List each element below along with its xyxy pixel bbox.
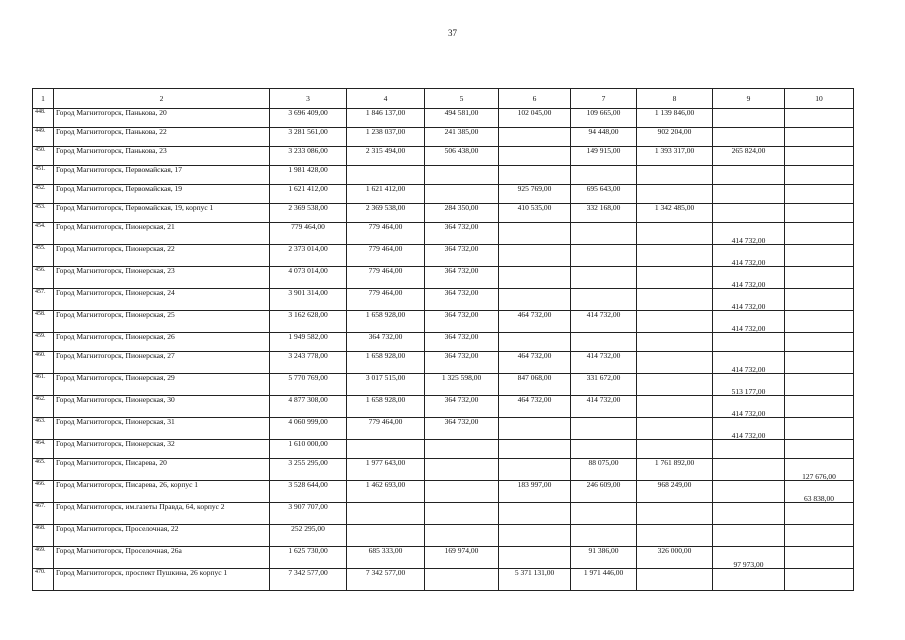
amount-cell-col8: 1 393 317,00 [637, 147, 713, 166]
table-row [33, 503, 854, 525]
amount-cell-col4: 1 658 928,00 [347, 311, 425, 333]
address-cell: Город Магнитогорск, Писарева, 20 [54, 459, 270, 481]
amount-cell-col3: 2 373 014,00 [270, 245, 347, 267]
column-header-2: 2 [54, 89, 270, 109]
amount-cell-col9: 414 732,00 [713, 396, 785, 418]
amount-cell-col4: 1 621 412,00 [347, 185, 425, 204]
table-row [33, 569, 854, 591]
amount-cell-col3: 1 949 582,00 [270, 333, 347, 352]
amount-cell-col6: 5 371 131,00 [499, 569, 571, 591]
amount-cell-col10 [785, 440, 854, 459]
amount-cell-col5 [425, 481, 499, 503]
address-cell: Город Магнитогорск, Панькова, 22 [54, 128, 270, 147]
row-number: 465. [33, 459, 54, 481]
amount-cell-col6: 847 068,00 [499, 374, 571, 396]
amount-cell-col7: 414 732,00 [571, 352, 637, 374]
amount-cell-col4: 779 464,00 [347, 267, 425, 289]
amount-cell-col9 [713, 459, 785, 481]
row-number: 457. [33, 289, 54, 311]
amount-cell-col9 [713, 481, 785, 503]
address-cell: Город Магнитогорск, Пионерская, 22 [54, 245, 270, 267]
amount-cell-col5: 364 732,00 [425, 418, 499, 440]
row-number: 453. [33, 204, 54, 223]
amount-cell-col7 [571, 440, 637, 459]
amount-cell-col7: 414 732,00 [571, 396, 637, 418]
amount-cell-col6 [499, 503, 571, 525]
table-row [33, 459, 854, 481]
amount-cell-col4: 685 333,00 [347, 547, 425, 569]
amount-cell-col3: 1 625 730,00 [270, 547, 347, 569]
amount-cell-col7 [571, 289, 637, 311]
table-row [33, 333, 854, 352]
amount-cell-col6 [499, 418, 571, 440]
address-cell: Город Магнитогорск, Пионерская, 26 [54, 333, 270, 352]
amount-cell-col8: 968 249,00 [637, 481, 713, 503]
amount-cell-col5 [425, 440, 499, 459]
amount-cell-col5: 169 974,00 [425, 547, 499, 569]
amount-cell-col4: 2 369 538,00 [347, 204, 425, 223]
amount-cell-col7: 695 643,00 [571, 185, 637, 204]
amount-cell-col9: 414 732,00 [713, 245, 785, 267]
amount-cell-col10 [785, 352, 854, 374]
row-number: 469. [33, 547, 54, 569]
amount-cell-col4: 7 342 577,00 [347, 569, 425, 591]
amount-cell-col7 [571, 267, 637, 289]
amount-cell-col10 [785, 267, 854, 289]
row-number: 467. [33, 503, 54, 525]
address-cell: Город Магнитогорск, Пионерская, 23 [54, 267, 270, 289]
amount-cell-col10 [785, 418, 854, 440]
amount-cell-col8 [637, 289, 713, 311]
amount-cell-col4 [347, 440, 425, 459]
address-cell: Город Магнитогорск, Писарева, 26, корпус 1 [54, 481, 270, 503]
address-cell: Город Магнитогорск, Проселочная, 26а [54, 547, 270, 569]
amount-cell-col10 [785, 503, 854, 525]
amount-cell-col8: 902 204,00 [637, 128, 713, 147]
amount-cell-col5: 494 581,00 [425, 109, 499, 128]
amount-cell-col9: 265 824,00 [713, 147, 785, 166]
amount-cell-col5: 364 732,00 [425, 396, 499, 418]
amount-cell-col3: 1 610 000,00 [270, 440, 347, 459]
amount-cell-col6 [499, 333, 571, 352]
row-number: 449. [33, 128, 54, 147]
amount-cell-col9: 414 732,00 [713, 223, 785, 245]
address-cell: Город Магнитогорск, Пионерская, 27 [54, 352, 270, 374]
amount-cell-col5: 364 732,00 [425, 289, 499, 311]
amount-cell-col7 [571, 333, 637, 352]
amount-cell-col7 [571, 245, 637, 267]
amount-cell-col3: 5 770 769,00 [270, 374, 347, 396]
page-number: 37 [448, 28, 457, 38]
row-number: 470. [33, 569, 54, 591]
row-number: 458. [33, 311, 54, 333]
amount-cell-col4: 364 732,00 [347, 333, 425, 352]
table-row [33, 185, 854, 204]
amount-cell-col8: 1 139 846,00 [637, 109, 713, 128]
amount-cell-col5: 364 732,00 [425, 267, 499, 289]
amount-cell-col4: 1 658 928,00 [347, 396, 425, 418]
amount-cell-col10 [785, 569, 854, 591]
amount-cell-col4: 779 464,00 [347, 289, 425, 311]
amount-cell-col10: 127 676,00 [785, 459, 854, 481]
amount-cell-col8: 326 000,00 [637, 547, 713, 569]
amount-cell-col8 [637, 352, 713, 374]
amount-cell-col6 [499, 289, 571, 311]
amount-cell-col8 [637, 525, 713, 547]
column-header-9: 9 [713, 89, 785, 109]
address-cell: Город Магнитогорск, Панькова, 20 [54, 109, 270, 128]
amount-cell-col6 [499, 128, 571, 147]
amount-cell-col5 [425, 185, 499, 204]
amount-cell-col6: 925 769,00 [499, 185, 571, 204]
address-cell: Город Магнитогорск, Пионерская, 24 [54, 289, 270, 311]
amount-cell-col3: 3 528 644,00 [270, 481, 347, 503]
column-header-8: 8 [637, 89, 713, 109]
amount-cell-col9 [713, 569, 785, 591]
amount-cell-col10 [785, 128, 854, 147]
amount-cell-col3: 3 255 295,00 [270, 459, 347, 481]
amount-cell-col6: 183 997,00 [499, 481, 571, 503]
amount-cell-col7: 332 168,00 [571, 204, 637, 223]
amount-cell-col5: 284 350,00 [425, 204, 499, 223]
amount-cell-col5: 1 325 598,00 [425, 374, 499, 396]
table-row [33, 166, 854, 185]
amount-cell-col4 [347, 503, 425, 525]
amount-cell-col8 [637, 503, 713, 525]
row-number: 468. [33, 525, 54, 547]
amount-cell-col5 [425, 503, 499, 525]
amount-cell-col7: 149 915,00 [571, 147, 637, 166]
table-row [33, 481, 854, 503]
amount-cell-col9: 414 732,00 [713, 418, 785, 440]
amount-cell-col3: 3 696 409,00 [270, 109, 347, 128]
address-cell: Город Магнитогорск, Пионерская, 30 [54, 396, 270, 418]
amount-cell-col3: 1 621 412,00 [270, 185, 347, 204]
column-header-1: 1 [33, 89, 54, 109]
amount-cell-col8 [637, 333, 713, 352]
table-row [33, 440, 854, 459]
amount-cell-col10 [785, 245, 854, 267]
amount-cell-col8 [637, 267, 713, 289]
amount-cell-col4 [347, 525, 425, 547]
table-row [33, 547, 854, 569]
amount-cell-col9 [713, 333, 785, 352]
amount-cell-col6 [499, 459, 571, 481]
amount-cell-col10 [785, 396, 854, 418]
amount-cell-col8 [637, 374, 713, 396]
column-header-5: 5 [425, 89, 499, 109]
amount-cell-col9 [713, 185, 785, 204]
amount-cell-col6 [499, 440, 571, 459]
amount-cell-col10 [785, 185, 854, 204]
amount-cell-col3: 3 281 561,00 [270, 128, 347, 147]
amount-cell-col9: 414 732,00 [713, 267, 785, 289]
table-row [33, 147, 854, 166]
amount-cell-col10 [785, 289, 854, 311]
amount-cell-col9 [713, 128, 785, 147]
amount-cell-col9: 97 973,00 [713, 547, 785, 569]
amount-cell-col8 [637, 396, 713, 418]
amount-cell-col9: 414 732,00 [713, 311, 785, 333]
row-number: 463. [33, 418, 54, 440]
table-row [33, 267, 854, 289]
amount-cell-col4: 3 017 515,00 [347, 374, 425, 396]
amount-cell-col6 [499, 147, 571, 166]
column-header-10: 10 [785, 89, 854, 109]
amount-cell-col9 [713, 503, 785, 525]
column-header-3: 3 [270, 89, 347, 109]
row-number: 459. [33, 333, 54, 352]
amount-cell-col4: 779 464,00 [347, 223, 425, 245]
row-number: 466. [33, 481, 54, 503]
amount-cell-col3: 252 295,00 [270, 525, 347, 547]
amount-cell-col8 [637, 223, 713, 245]
amount-cell-col10 [785, 166, 854, 185]
address-cell: Город Магнитогорск, Пионерская, 25 [54, 311, 270, 333]
row-number: 461. [33, 374, 54, 396]
amount-cell-col8 [637, 166, 713, 185]
amount-cell-col3: 4 877 308,00 [270, 396, 347, 418]
address-cell: Город Магнитогорск, Панькова, 23 [54, 147, 270, 166]
amount-cell-col6 [499, 525, 571, 547]
amount-cell-col5 [425, 569, 499, 591]
amount-cell-col4 [347, 166, 425, 185]
amount-cell-col7: 94 448,00 [571, 128, 637, 147]
amount-cell-col3: 3 901 314,00 [270, 289, 347, 311]
amount-cell-col5: 506 438,00 [425, 147, 499, 166]
amount-cell-col7 [571, 166, 637, 185]
amount-cell-col6: 410 535,00 [499, 204, 571, 223]
amount-cell-col3: 4 060 999,00 [270, 418, 347, 440]
amount-cell-col9 [713, 109, 785, 128]
amount-cell-col5: 364 732,00 [425, 333, 499, 352]
amount-cell-col5: 241 385,00 [425, 128, 499, 147]
amount-cell-col5 [425, 525, 499, 547]
amount-cell-col3: 3 162 628,00 [270, 311, 347, 333]
amount-cell-col10: 63 838,00 [785, 481, 854, 503]
address-cell: Город Магнитогорск, Пионерская, 21 [54, 223, 270, 245]
table-row [33, 311, 854, 333]
address-cell: Город Магнитогорск, Первомайская, 19 [54, 185, 270, 204]
address-cell: Город Магнитогорск, Проселочная, 22 [54, 525, 270, 547]
amount-cell-col10 [785, 374, 854, 396]
amount-cell-col4: 1 462 693,00 [347, 481, 425, 503]
table-row [33, 204, 854, 223]
address-cell: Город Магнитогорск, Пионерская, 31 [54, 418, 270, 440]
amount-cell-col10 [785, 109, 854, 128]
table-row [33, 525, 854, 547]
amount-cell-col10 [785, 204, 854, 223]
amount-cell-col6 [499, 223, 571, 245]
table-row [33, 374, 854, 396]
column-header-4: 4 [347, 89, 425, 109]
amount-cell-col10 [785, 223, 854, 245]
amount-cell-col3: 2 369 538,00 [270, 204, 347, 223]
amount-cell-col9 [713, 525, 785, 547]
amount-cell-col8 [637, 245, 713, 267]
amount-cell-col8 [637, 185, 713, 204]
row-number: 452. [33, 185, 54, 204]
amount-cell-col3: 3 907 707,00 [270, 503, 347, 525]
row-number: 448. [33, 109, 54, 128]
amount-cell-col9 [713, 166, 785, 185]
column-header-6: 6 [499, 89, 571, 109]
amount-cell-col10 [785, 525, 854, 547]
amount-cell-col3: 4 073 014,00 [270, 267, 347, 289]
amount-cell-col6 [499, 267, 571, 289]
amount-cell-col7 [571, 223, 637, 245]
amount-cell-col7: 414 732,00 [571, 311, 637, 333]
amount-cell-col6: 464 732,00 [499, 396, 571, 418]
amount-cell-col10 [785, 311, 854, 333]
address-cell: Город Магнитогорск, Первомайская, 17 [54, 166, 270, 185]
table-row [33, 245, 854, 267]
amount-cell-col7 [571, 503, 637, 525]
amount-cell-col6: 102 045,00 [499, 109, 571, 128]
cost-table [32, 88, 854, 591]
amount-cell-col10 [785, 147, 854, 166]
table-row [33, 109, 854, 128]
amount-cell-col5 [425, 459, 499, 481]
amount-cell-col4: 1 238 037,00 [347, 128, 425, 147]
address-cell: Город Магнитогорск, Пионерская, 29 [54, 374, 270, 396]
amount-cell-col3: 1 981 428,00 [270, 166, 347, 185]
table-row [33, 128, 854, 147]
amount-cell-col6: 464 732,00 [499, 311, 571, 333]
amount-cell-col3: 7 342 577,00 [270, 569, 347, 591]
amount-cell-col7: 91 386,00 [571, 547, 637, 569]
amount-cell-col8: 1 342 485,00 [637, 204, 713, 223]
row-number: 460. [33, 352, 54, 374]
amount-cell-col7: 109 665,00 [571, 109, 637, 128]
amount-cell-col5 [425, 166, 499, 185]
column-header-7: 7 [571, 89, 637, 109]
amount-cell-col3: 3 243 778,00 [270, 352, 347, 374]
row-number: 456. [33, 267, 54, 289]
amount-cell-col6 [499, 245, 571, 267]
address-cell: Город Магнитогорск, им.газеты Правда, 64, корпус 2 [54, 503, 270, 525]
row-number: 450. [33, 147, 54, 166]
amount-cell-col3: 779 464,00 [270, 223, 347, 245]
amount-cell-col6 [499, 547, 571, 569]
amount-cell-col9: 414 732,00 [713, 289, 785, 311]
row-number: 455. [33, 245, 54, 267]
amount-cell-col4: 779 464,00 [347, 245, 425, 267]
row-number: 454. [33, 223, 54, 245]
amount-cell-col10 [785, 333, 854, 352]
table-row [33, 223, 854, 245]
amount-cell-col3: 3 233 086,00 [270, 147, 347, 166]
amount-cell-col8 [637, 311, 713, 333]
table-row [33, 396, 854, 418]
amount-cell-col8 [637, 440, 713, 459]
amount-cell-col7: 88 075,00 [571, 459, 637, 481]
table-row [33, 352, 854, 374]
amount-cell-col4: 779 464,00 [347, 418, 425, 440]
amount-cell-col7: 331 672,00 [571, 374, 637, 396]
amount-cell-col4: 1 977 643,00 [347, 459, 425, 481]
table-body [33, 109, 854, 591]
address-cell: Город Магнитогорск, Пионерская, 32 [54, 440, 270, 459]
amount-cell-col8 [637, 418, 713, 440]
amount-cell-col10 [785, 547, 854, 569]
row-number: 462. [33, 396, 54, 418]
amount-cell-col7: 1 971 446,00 [571, 569, 637, 591]
amount-cell-col7 [571, 418, 637, 440]
row-number: 464. [33, 440, 54, 459]
amount-cell-col4: 2 315 494,00 [347, 147, 425, 166]
amount-cell-col9: 414 732,00 [713, 352, 785, 374]
amount-cell-col9 [713, 204, 785, 223]
amount-cell-col4: 1 846 137,00 [347, 109, 425, 128]
amount-cell-col5: 364 732,00 [425, 223, 499, 245]
amount-cell-col4: 1 658 928,00 [347, 352, 425, 374]
amount-cell-col7 [571, 525, 637, 547]
amount-cell-col7: 246 609,00 [571, 481, 637, 503]
address-cell: Город Магнитогорск, Первомайская, 19, корпус 1 [54, 204, 270, 223]
amount-cell-col5: 364 732,00 [425, 311, 499, 333]
amount-cell-col8 [637, 569, 713, 591]
amount-cell-col9 [713, 440, 785, 459]
address-cell: Город Магнитогорск, проспект Пушкина, 26 корпус 1 [54, 569, 270, 591]
table-row [33, 289, 854, 311]
header-row [33, 89, 854, 109]
table-row [33, 418, 854, 440]
amount-cell-col5: 364 732,00 [425, 245, 499, 267]
amount-cell-col5: 364 732,00 [425, 352, 499, 374]
row-number: 451. [33, 166, 54, 185]
amount-cell-col8: 1 761 892,00 [637, 459, 713, 481]
amount-cell-col6: 464 732,00 [499, 352, 571, 374]
amount-cell-col6 [499, 166, 571, 185]
amount-cell-col9: 513 177,00 [713, 374, 785, 396]
